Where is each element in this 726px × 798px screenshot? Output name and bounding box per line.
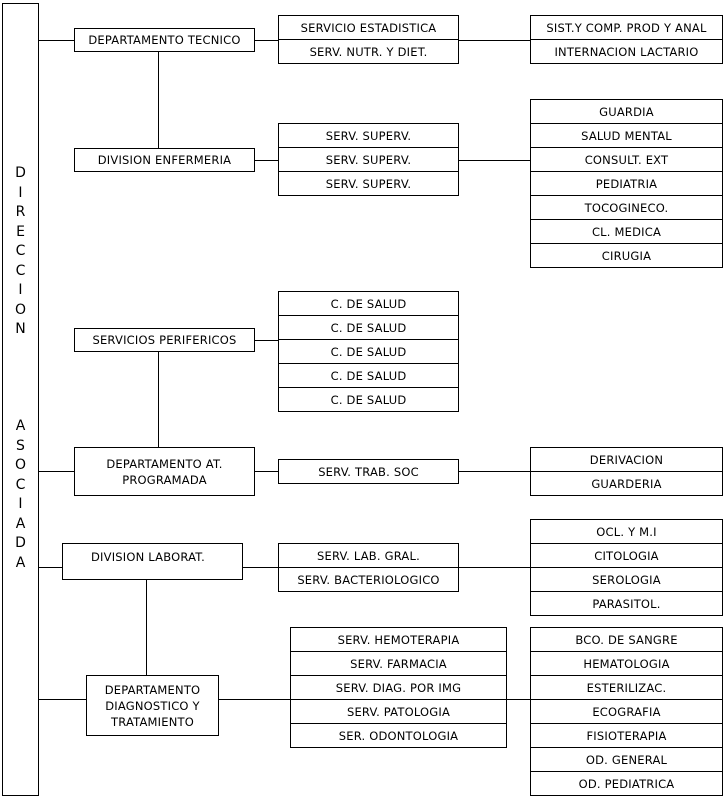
vertical-letter: D [15,535,26,551]
service-box: C. DE SALUD [278,291,459,316]
dept-enfermeria-box: DIVISION ENFERMERIA [74,148,255,172]
service-box: SERV. LAB. GRAL. [278,543,459,568]
unit-box: HEMATOLOGIA [530,651,723,676]
direccion-label [3,164,38,340]
connector-line [255,40,278,41]
connector-line [39,471,74,472]
connector-line [255,160,278,161]
unit-box: SIST.Y COMP. PROD Y ANAL [530,15,723,40]
connector-line [507,699,530,700]
connector-line [459,40,530,41]
unit-box: FISIOTERAPIA [530,723,723,748]
unit-box: SALUD MENTAL [530,123,723,148]
service-box: SERV. HEMOTERAPIA [290,627,507,652]
connector-line [243,567,278,568]
dept-tecnico-box: DEPARTAMENTO TECNICO [74,28,255,52]
unit-box: CITOLOGIA [530,543,723,568]
vertical-letter: I [18,184,23,201]
connector-line [255,340,278,341]
asociada-label [3,417,38,573]
unit-box: CIRUGIA [530,243,723,268]
vertical-letter: I [18,496,23,512]
vertical-letter: O [14,457,27,473]
vertical-letter: A [15,418,26,434]
service-box: SERV. SUPERV. [278,123,459,148]
connector-line [459,471,530,472]
dept-laboratorio-box: DIVISION LABORAT. [62,543,243,580]
unit-box: TOCOGINECO. [530,195,723,220]
vertical-letter: I [18,282,23,298]
dept-diagnostico-box: DEPARTAMENTO DIAGNOSTICO Y TRATAMIENTO [86,675,219,736]
service-box: SERV. SUPERV. [278,147,459,172]
connector-line [219,699,290,700]
vertical-letter: N [15,321,26,337]
service-box: SERV. BACTERIOLOGICO [278,567,459,592]
service-box: SERV. PATOLOGIA [290,699,507,724]
connector-line [255,471,278,472]
service-box: C. DE SALUD [278,315,459,340]
unit-box: OD. GENERAL [530,747,723,772]
service-box: C. DE SALUD [278,339,459,364]
vertical-letter: C [15,243,26,259]
connector-line [459,567,530,568]
service-box: SER. ODONTOLOGIA [290,723,507,748]
vertical-letter: A [15,554,26,571]
service-box: SERV. FARMACIA [290,651,507,676]
unit-box: ESTERILIZAC. [530,675,723,700]
service-box: SERV. TRAB. SOC [278,459,459,484]
service-box: C. DE SALUD [278,363,459,388]
connector-line [459,160,530,161]
vertical-letter: C [15,476,26,493]
service-box: SERV. NUTR. Y DIET. [278,39,459,64]
dept-programada-box: DEPARTAMENTO AT. PROGRAMADA [74,447,255,496]
unit-box: CONSULT. EXT [530,147,723,172]
connector-line [146,580,147,675]
unit-box: GUARDERIA [530,471,723,496]
connector-line [39,699,86,700]
vertical-letter: E [16,223,25,240]
unit-box: DERIVACION [530,447,723,472]
connector-line [39,40,74,41]
unit-box: BCO. DE SANGRE [530,627,723,652]
unit-box: OD. PEDIATRICA [530,771,723,796]
unit-box: GUARDIA [530,99,723,124]
vertical-letter: C [15,262,26,279]
vertical-letter: R [15,204,26,220]
service-box: SERV. SUPERV. [278,171,459,196]
unit-box: OCL. Y M.I [530,519,723,544]
unit-box: SEROLOGIA [530,567,723,592]
unit-box: ECOGRAFIA [530,699,723,724]
service-box: SERVICIO ESTADISTICA [278,15,459,40]
service-box: C. DE SALUD [278,387,459,412]
unit-box: PEDIATRIA [530,171,723,196]
direccion-asociada-box [2,3,39,796]
unit-box: INTERNACION LACTARIO [530,39,723,64]
vertical-letter: A [15,515,26,532]
unit-box: PARASITOL. [530,591,723,616]
vertical-letter: S [16,437,25,454]
dept-perifericos-box: SERVICIOS PERIFERICOS [74,328,255,352]
connector-line [158,52,159,148]
unit-box: CL. MEDICA [530,219,723,244]
connector-line [39,567,62,568]
vertical-letter: O [14,301,27,318]
connector-line [158,352,159,447]
vertical-letter: D [15,165,26,181]
service-box: SERV. DIAG. POR IMG [290,675,507,700]
